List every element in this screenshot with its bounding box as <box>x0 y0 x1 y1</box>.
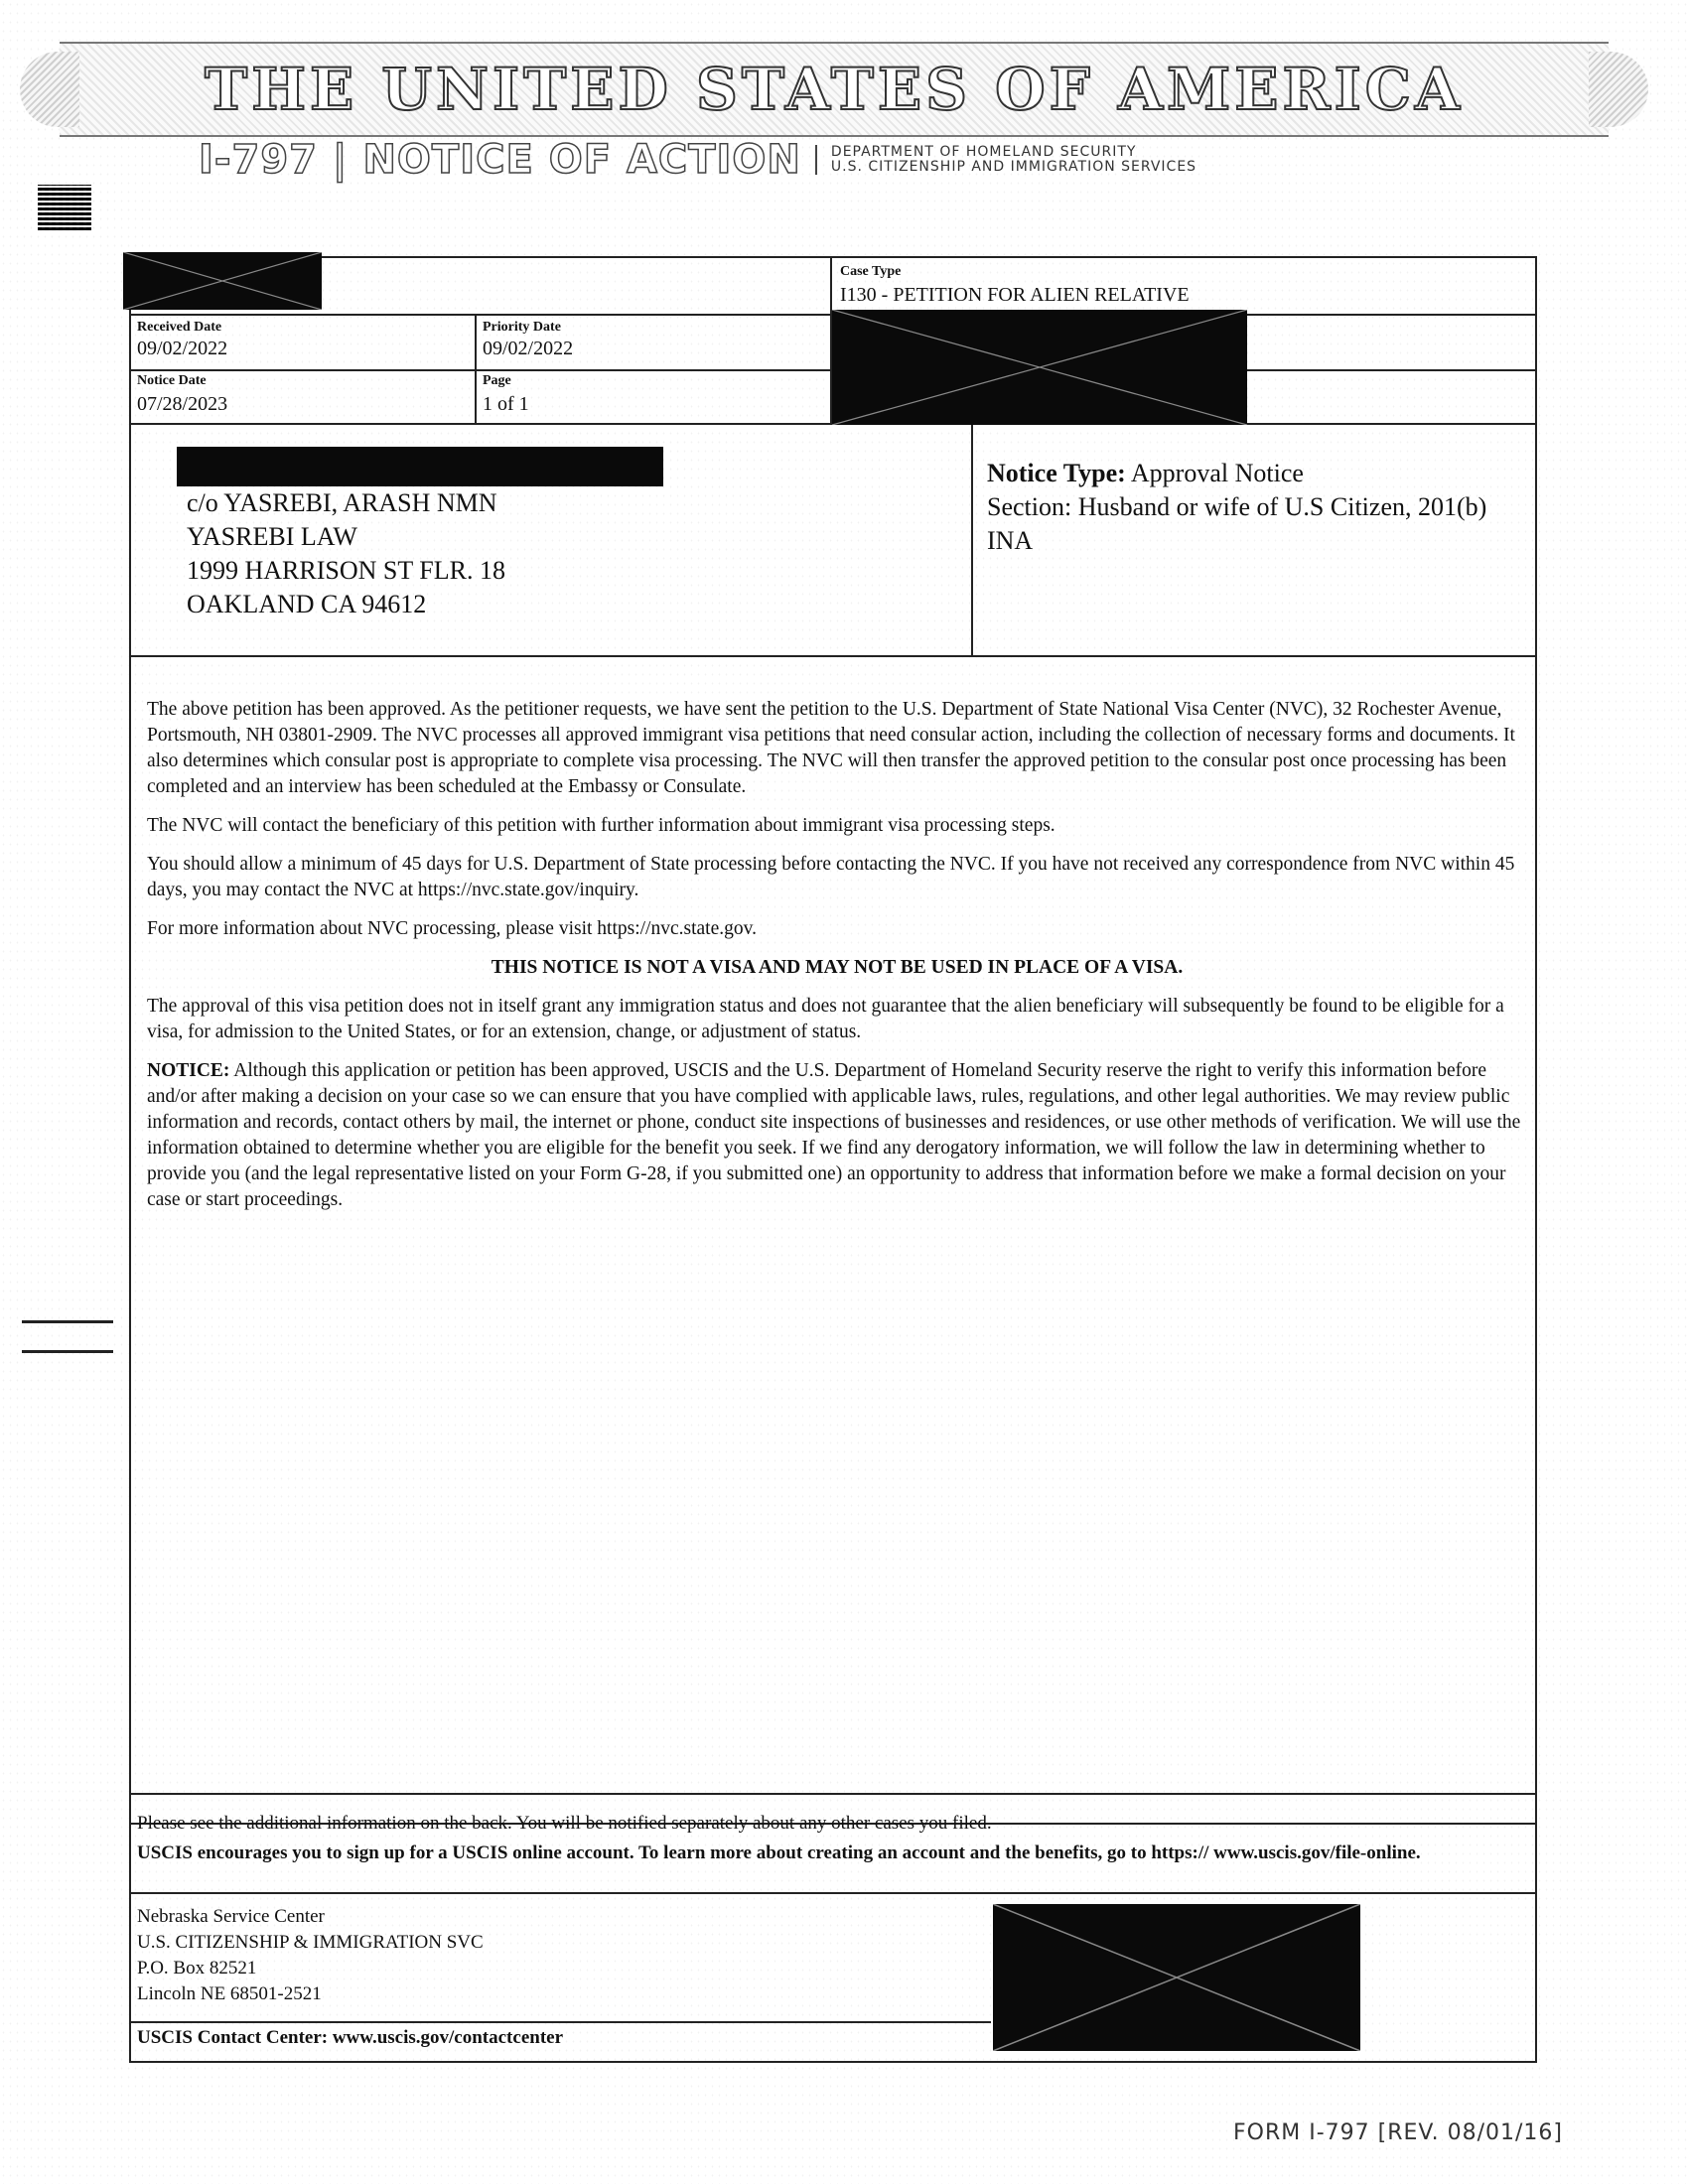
body-paragraph: You should allow a minimum of 45 days for U.S. Department of State processing before contacting the NVC. If you have not received any correspondence from NVC within 45 days, you may contact the NVC at https://nvc.state.gov/inquiry. <box>147 854 1515 900</box>
notice-info <box>987 457 1523 558</box>
notice-body <box>147 697 1527 1226</box>
department-block <box>831 145 1196 175</box>
rule <box>131 655 1535 657</box>
notice-section: Section: Husband or wife of U.S Citizen, 201(b) INA <box>987 492 1487 555</box>
priority-date-label: Priority Date <box>483 320 561 335</box>
case-type-label: Case Type <box>840 264 902 279</box>
side-mark <box>22 1320 113 1323</box>
service-line: U.S. CITIZENSHIP & IMMIGRATION SVC <box>137 1932 484 1953</box>
online-account-info: USCIS encourages you to sign up for a USCIS online account. To learn more about creating an account and the benefits, go to https:// www.uscis.gov/file-online. <box>137 1843 1421 1863</box>
body-paragraph: The NVC will contact the beneficiary of this petition with further information about immigrant visa processing steps. <box>147 815 1055 836</box>
notice-label: NOTICE: <box>147 1060 230 1081</box>
banner <box>60 42 1609 137</box>
form-heading <box>199 133 1196 187</box>
notice-paragraph <box>147 1058 1527 1213</box>
contact-center: USCIS Contact Center: www.uscis.gov/contactcenter <box>137 2027 564 2048</box>
notice-date: 07/28/2023 <box>137 393 228 415</box>
address-line: c/o YASREBI, ARASH NMN <box>187 488 497 517</box>
service-line: Nebraska Service Center <box>137 1906 325 1927</box>
body-paragraph: For more information about NVC processing, please visit https://nvc.state.gov. <box>147 918 757 939</box>
redacted-receipt-number <box>123 252 322 310</box>
page-label: Page <box>483 373 511 388</box>
service-line: P.O. Box 82521 <box>137 1958 257 1979</box>
not-a-visa-warning: THIS NOTICE IS NOT A VISA AND MAY NOT BE USED IN PLACE OF A VISA. <box>491 957 1184 978</box>
rule <box>131 1892 1535 1894</box>
department-line-1: DEPARTMENT OF HOMELAND SECURITY <box>830 144 1137 160</box>
form-name: I-797 | NOTICE OF ACTION <box>199 137 801 183</box>
address-line: 1999 HARRISON ST FLR. 18 <box>187 556 505 585</box>
address-line: OAKLAND CA 94612 <box>187 590 427 618</box>
body-paragraph: The above petition has been approved. As the petitioner requests, we have sent the petition to the U.S. Department of State National Visa Center (NVC), 32 Rochester Avenue, Portsmouth, NH 03801-2909. The NVC processes all approved immigrant visa petitions that need consular action, including the collection of necessary forms and documents. It also determines which consular post is appropriate to complete visa processing. The NVC will then transfer the approved petition to the consular post once processing has been completed and an interview has been scheduled at the Embassy or Consulate. <box>147 699 1515 797</box>
service-center-address <box>137 1904 484 2007</box>
redacted-recipient-name <box>177 447 663 486</box>
notice-type-value: Approval Notice <box>1125 459 1304 487</box>
rule <box>131 1793 1535 1795</box>
rule <box>971 423 973 655</box>
additional-info: Please see the additional information on the back. You will be notified separately about any other cases you filed. <box>137 1813 992 1834</box>
notice-text: Although this application or petition has been approved, USCIS and the U.S. Department of Homeland Security reserve the right to verify this information before and/or after making a decision on your case so we can ensure that you have complied with applicable laws, rules, regulations, and other legal authorities. We may review public information and records, contact others by mail, the internet or phone, conduct site inspections of businesses and residences, or use other methods of verification. We will use the information obtained to determine whether you are eligible for the benefit you seek. If we find any derogatory information, we will follow the law in determining whether to provide you (and the legal representative listed on your Form G-28, if you submitted one) an opportunity to address that information before we make a formal decision on your case or start proceedings. <box>147 1060 1521 1210</box>
priority-date: 09/02/2022 <box>483 338 574 359</box>
address-line: YASREBI LAW <box>187 522 357 551</box>
page-value: 1 of 1 <box>483 393 529 415</box>
heading-divider <box>815 145 817 175</box>
department-line-2: U.S. CITIZENSHIP AND IMMIGRATION SERVICES <box>830 159 1197 175</box>
form-number: FORM I-797 [REV. 08/01/16] <box>1233 2120 1564 2145</box>
banner-title: THE UNITED STATES OF AMERICA <box>205 56 1464 123</box>
rule <box>830 258 832 314</box>
notice-type-label: Notice Type: <box>987 459 1126 487</box>
notice-form <box>129 256 1537 2063</box>
received-date: 09/02/2022 <box>137 338 228 359</box>
service-line: Lincoln NE 68501-2521 <box>137 1983 322 2004</box>
mailing-address <box>187 486 505 621</box>
redacted-signature <box>993 1904 1360 2051</box>
barcode-icon <box>38 185 91 230</box>
notice-type <box>987 457 1523 490</box>
banner-ornament-left <box>20 52 79 127</box>
rule <box>131 2021 991 2023</box>
received-date-label: Received Date <box>137 320 222 335</box>
case-type-value: I130 - PETITION FOR ALIEN RELATIVE <box>840 284 1190 306</box>
notice-date-label: Notice Date <box>137 373 207 388</box>
redacted-petitioner-beneficiary <box>832 310 1247 425</box>
body-paragraph: The approval of this visa petition does not in itself grant any immigration status and does not guarantee that the alien beneficiary will subsequently be found to be eligible for a visa, for admission to the United States, or for an extension, change, or adjustment of status. <box>147 996 1504 1042</box>
banner-ornament-right <box>1589 52 1648 127</box>
side-mark <box>22 1350 113 1353</box>
rule <box>475 314 477 423</box>
